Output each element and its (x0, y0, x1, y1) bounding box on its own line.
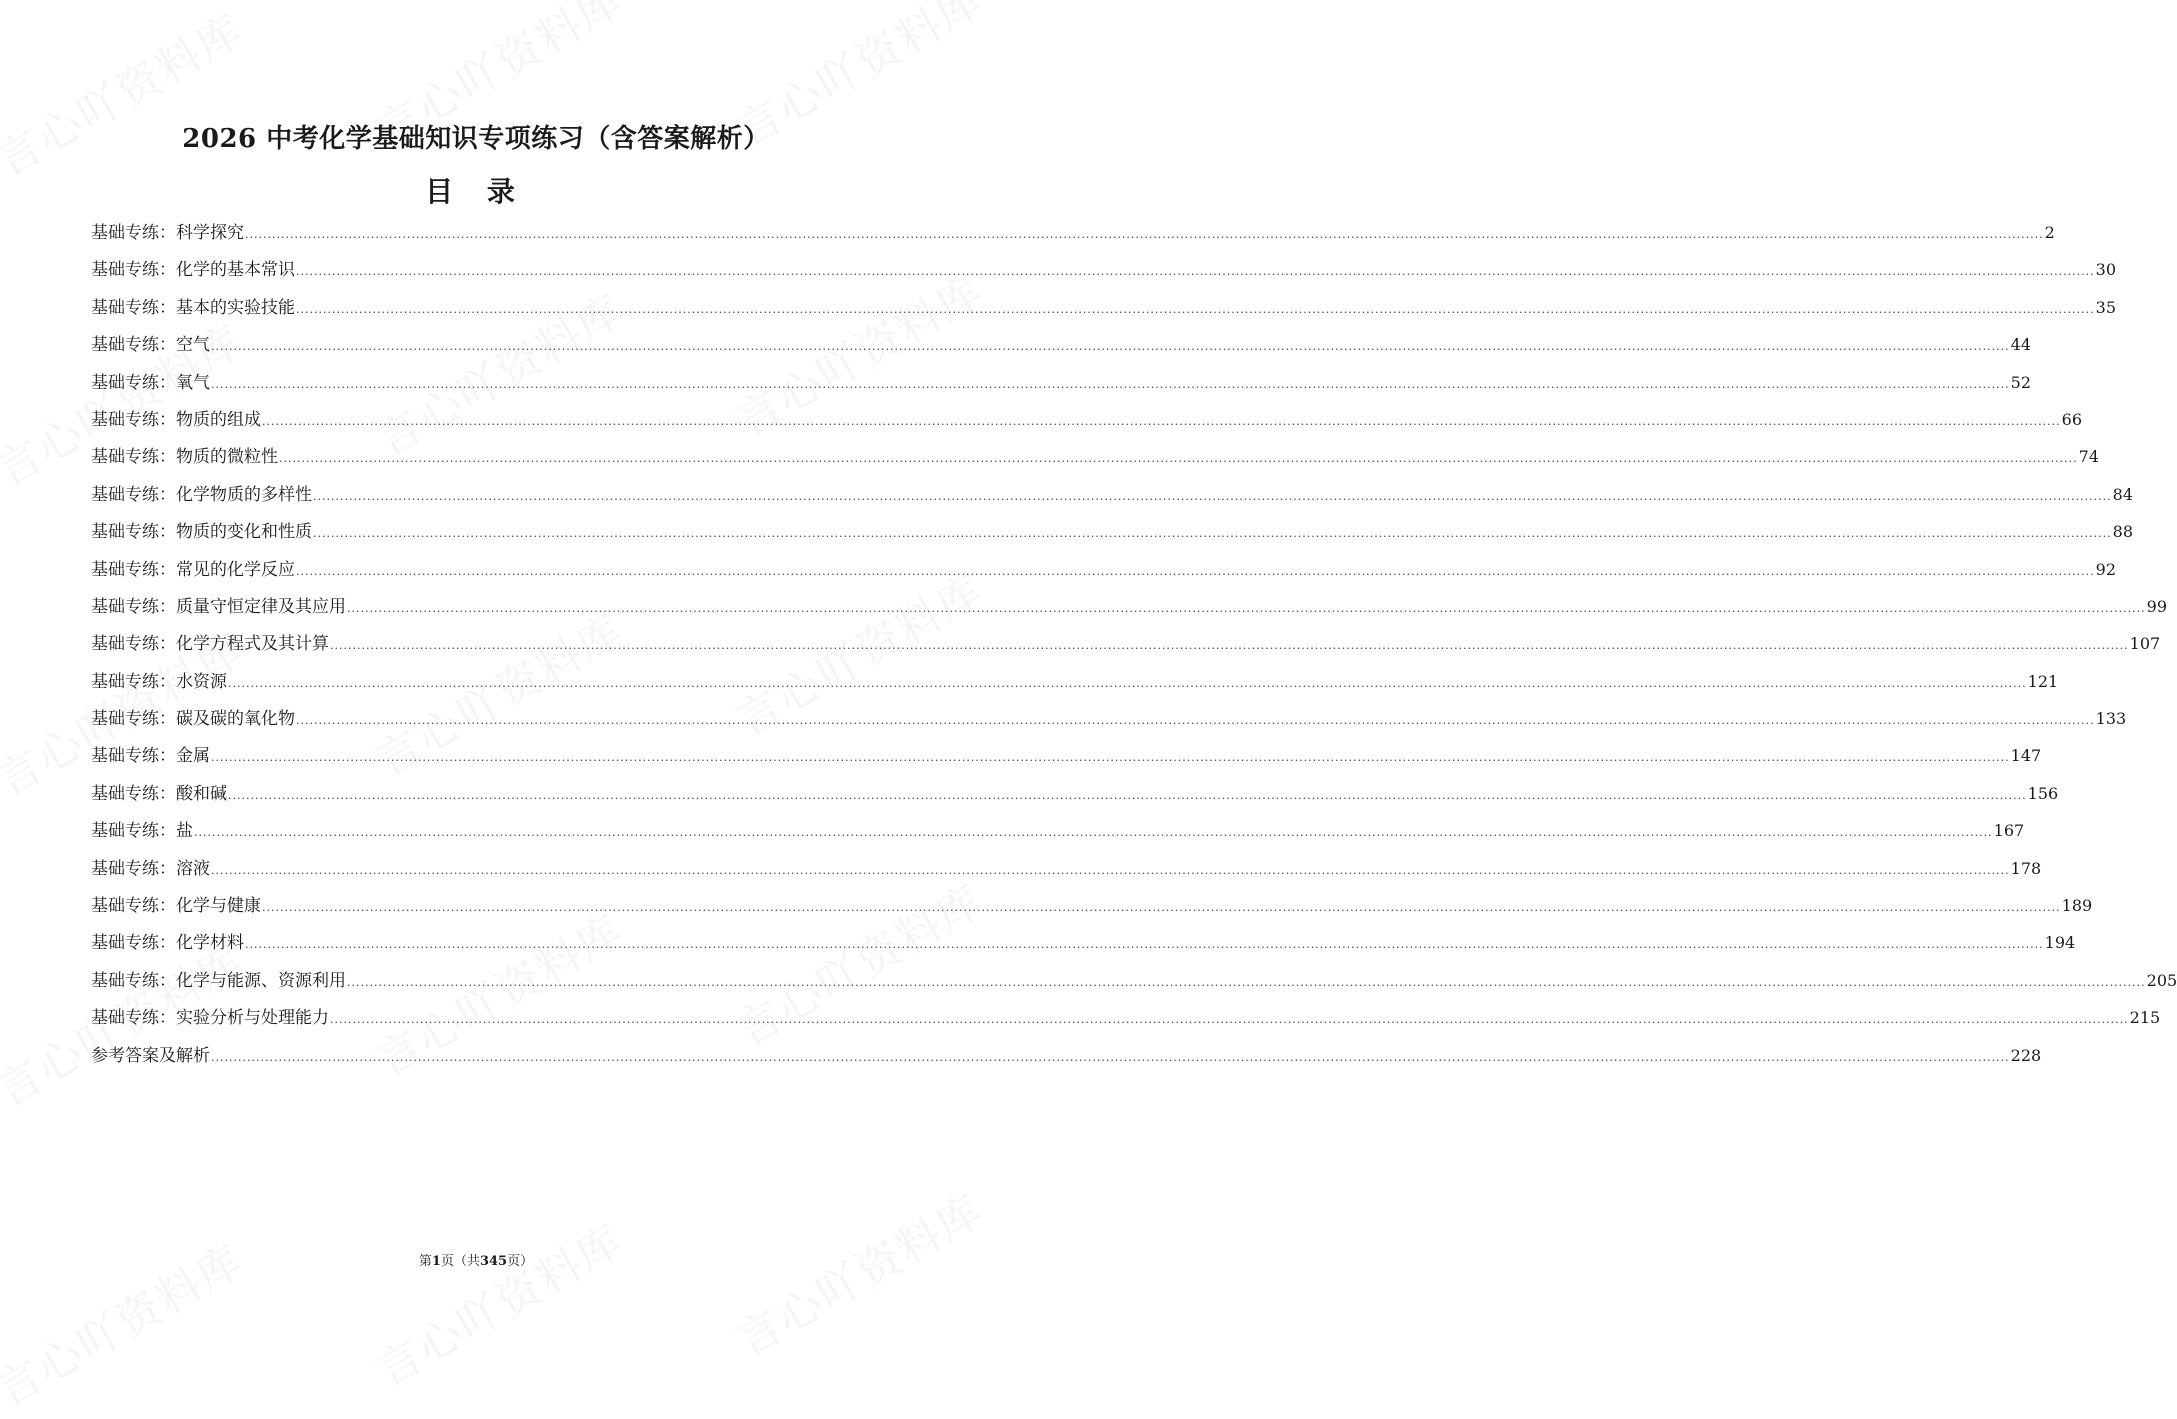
toc-entry-label: 基础专练：物质的变化和性质 (91, 522, 312, 543)
toc-dot-leader: ................................................................................................................................................................................................................................................................................................................................................................................................................ (313, 527, 2112, 541)
toc-dot-leader: ................................................................................................................................................................................................................................................................................................................................................................................................................ (296, 714, 2095, 728)
toc-entry-label: 基础专练：空气 (91, 335, 210, 356)
toc-entry-label: 基础专练：氧气 (91, 372, 210, 393)
toc-entry-label: 基础专练：酸和碱 (91, 783, 227, 804)
toc-entry-label: 基础专练：金属 (91, 746, 210, 767)
toc-entry[interactable] (91, 779, 2059, 816)
footer-current-page: 1 (431, 1254, 441, 1269)
toc-entry-page: 194 (2044, 933, 2076, 953)
toc-entry-label: 基础专练：化学的基本常识 (91, 260, 295, 281)
footer-prefix: 第 (418, 1254, 432, 1269)
toc-dot-leader: ................................................................................................................................................................................................................................................................................................................................................................................................................ (313, 489, 2112, 503)
toc-entry-label: 基础专练：化学物质的多样性 (91, 484, 312, 505)
toc-entry[interactable] (91, 555, 2116, 592)
toc-entry-label: 基础专练：盐 (91, 821, 193, 842)
page-footer (0, 1250, 952, 1269)
toc-entry[interactable] (91, 704, 2127, 741)
toc-entry-page: 133 (2095, 709, 2127, 729)
toc-entry[interactable] (91, 667, 2059, 704)
toc-entry[interactable] (91, 891, 2093, 928)
toc-entry-label: 基础专练：化学与能源、资源利用 (91, 970, 346, 991)
toc-entry[interactable] (91, 218, 2055, 255)
toc-entry-label: 基础专练：质量守恒定律及其应用 (91, 596, 346, 617)
toc-entry[interactable] (91, 480, 2133, 517)
toc-dot-leader: ................................................................................................................................................................................................................................................................................................................................................................................................................ (279, 452, 2078, 466)
toc-entry-label: 基础专练：水资源 (91, 671, 227, 692)
toc-heading: 目 录 (425, 175, 527, 208)
toc-entry[interactable] (91, 255, 2116, 292)
toc-entry-page: 99 (2146, 596, 2167, 616)
footer-middle: 页（共 (440, 1254, 480, 1269)
toc-dot-leader: ................................................................................................................................................................................................................................................................................................................................................................................................................ (347, 975, 2146, 989)
toc-entry[interactable] (91, 293, 2116, 330)
toc-entry-label: 基础专练：实验分析与处理能力 (91, 1008, 329, 1029)
toc-dot-leader: ................................................................................................................................................................................................................................................................................................................................................................................................................ (211, 340, 2010, 354)
toc-entry-page: 107 (2129, 634, 2161, 654)
toc-entry[interactable] (91, 405, 2082, 442)
toc-entry[interactable] (91, 1003, 2161, 1040)
toc-dot-leader: ................................................................................................................................................................................................................................................................................................................................................................................................................ (296, 564, 2095, 578)
toc-entry-page: 205 (2146, 970, 2177, 990)
footer-total-pages: 345 (479, 1254, 508, 1269)
toc-dot-leader: ................................................................................................................................................................................................................................................................................................................................................................................................................ (211, 377, 2010, 391)
toc-dot-leader: ................................................................................................................................................................................................................................................................................................................................................................................................................ (211, 1050, 2010, 1064)
toc-dot-leader: ................................................................................................................................................................................................................................................................................................................................................................................................................ (330, 1013, 2129, 1027)
toc-entry-page: 228 (2010, 1045, 2042, 1065)
toc-entry-page: 178 (2010, 858, 2042, 878)
toc-entry-page: 2 (2044, 223, 2055, 242)
toc-entry-page: 88 (2112, 522, 2133, 542)
toc-entry[interactable] (91, 854, 2042, 891)
toc-entry-label: 基础专练：溶液 (91, 858, 210, 879)
toc-dot-leader: ................................................................................................................................................................................................................................................................................................................................................................................................................ (211, 863, 2010, 877)
toc-dot-leader: ................................................................................................................................................................................................................................................................................................................................................................................................................ (262, 901, 2061, 915)
toc-entry-page: 66 (2061, 409, 2082, 429)
toc-entry-label: 参考答案及解析 (91, 1045, 210, 1066)
toc-entry-page: 84 (2112, 484, 2133, 504)
toc-entry-page: 74 (2078, 447, 2099, 467)
toc-entry-page: 52 (2010, 372, 2031, 392)
toc-entry-page: 147 (2010, 746, 2042, 766)
toc-dot-leader: ................................................................................................................................................................................................................................................................................................................................................................................................................ (347, 601, 2146, 615)
toc-entry[interactable] (91, 816, 2025, 853)
toc-dot-leader: ................................................................................................................................................................................................................................................................................................................................................................................................................ (194, 826, 1993, 840)
toc-entry-page: 92 (2095, 559, 2116, 579)
toc-entry[interactable] (91, 629, 2161, 666)
toc-entry[interactable] (91, 592, 2167, 629)
toc-entry-label: 基础专练：科学探究 (91, 223, 244, 243)
toc-entry-page: 156 (2027, 783, 2059, 803)
toc-dot-leader: ................................................................................................................................................................................................................................................................................................................................................................................................................ (245, 938, 2044, 952)
toc-dot-leader: ................................................................................................................................................................................................................................................................................................................................................................................................................ (330, 639, 2129, 653)
toc-entry-label: 基础专练：化学材料 (91, 933, 244, 954)
toc-dot-leader: ................................................................................................................................................................................................................................................................................................................................................................................................................ (228, 788, 2027, 802)
toc-entry-page: 30 (2095, 260, 2116, 280)
footer-suffix: 页） (507, 1254, 534, 1269)
toc-entry[interactable] (91, 928, 2076, 965)
toc-entry[interactable] (91, 517, 2133, 554)
toc-dot-leader: ................................................................................................................................................................................................................................................................................................................................................................................................................ (245, 228, 2044, 241)
toc-dot-leader: ................................................................................................................................................................................................................................................................................................................................................................................................................ (262, 414, 2061, 428)
document-title: 2026 中考化学基础知识专项练习（含答案解析） (182, 124, 770, 154)
toc-dot-leader: ................................................................................................................................................................................................................................................................................................................................................................................................................ (296, 265, 2095, 279)
toc-entry-label: 基础专练：碳及碳的氧化物 (91, 709, 295, 730)
toc-dot-leader: ................................................................................................................................................................................................................................................................................................................................................................................................................ (228, 676, 2027, 690)
toc-entry-label: 基础专练：物质的微粒性 (91, 447, 278, 468)
toc-entry-page: 121 (2027, 671, 2059, 691)
toc-entry-label: 基础专练：常见的化学反应 (91, 559, 295, 580)
toc-entry-page: 167 (1993, 821, 2025, 841)
table-of-contents (91, 218, 2177, 1078)
toc-entry-label: 基础专练：化学方程式及其计算 (91, 634, 329, 655)
toc-entry[interactable] (91, 330, 2031, 367)
toc-entry[interactable] (91, 368, 2031, 405)
toc-entry[interactable] (91, 966, 2177, 1003)
toc-entry[interactable] (91, 741, 2042, 778)
toc-entry-page: 35 (2095, 297, 2116, 317)
toc-dot-leader: ................................................................................................................................................................................................................................................................................................................................................................................................................ (211, 751, 2010, 765)
toc-entry-label: 基础专练：物质的组成 (91, 409, 261, 430)
toc-entry-page: 44 (2010, 335, 2031, 355)
toc-entry-page: 189 (2061, 896, 2093, 916)
toc-entry-page: 215 (2129, 1008, 2161, 1028)
toc-entry[interactable] (91, 442, 2099, 479)
toc-entry-label: 基础专练：化学与健康 (91, 896, 261, 917)
toc-dot-leader: ................................................................................................................................................................................................................................................................................................................................................................................................................ (296, 302, 2095, 316)
toc-entry-label: 基础专练：基本的实验技能 (91, 297, 295, 318)
toc-entry[interactable] (91, 1041, 2042, 1078)
